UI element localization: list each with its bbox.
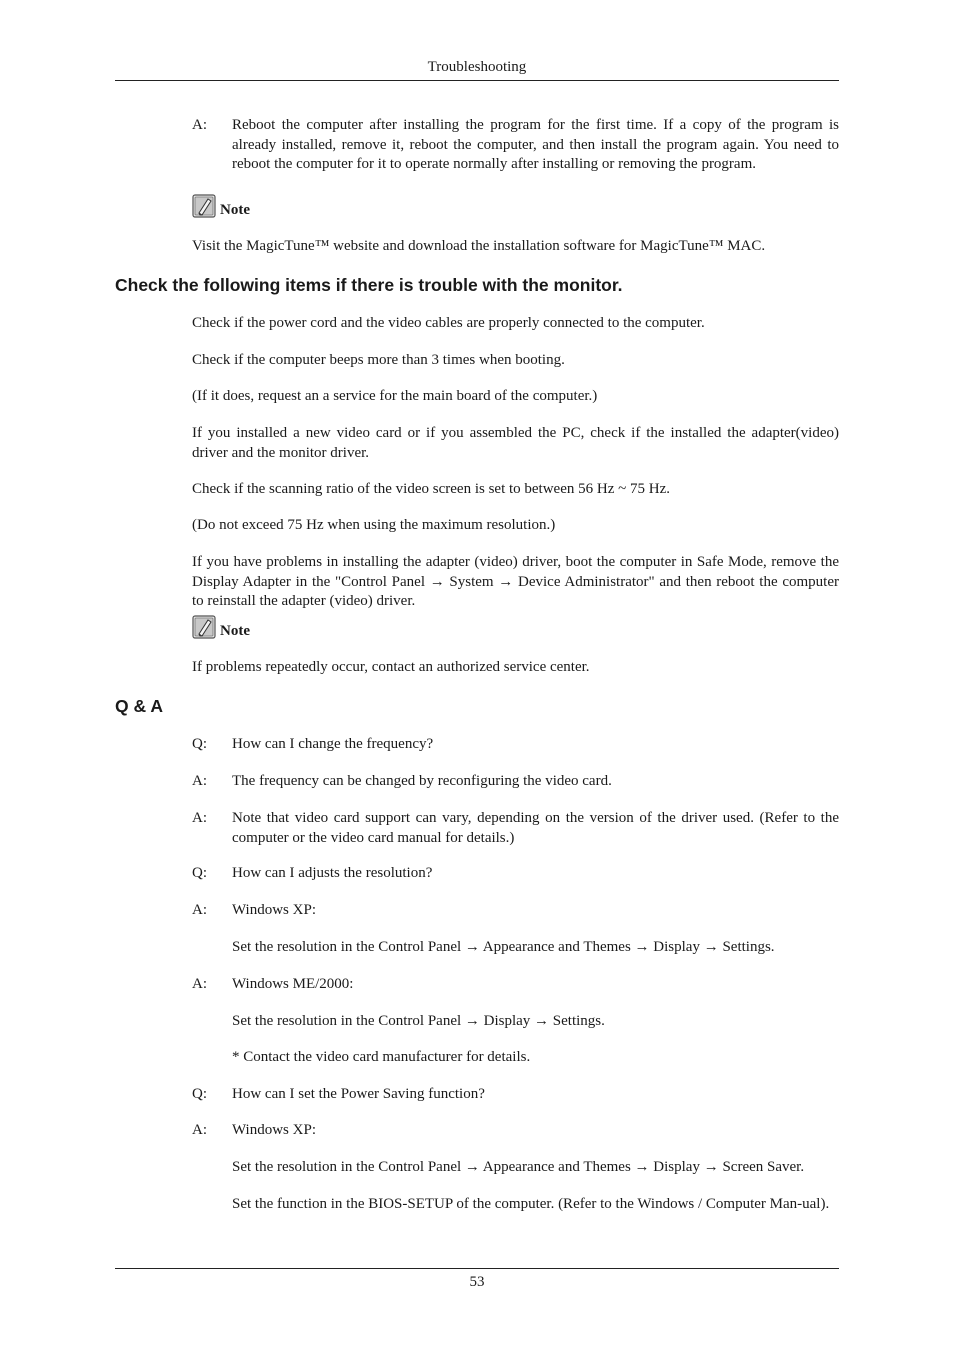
answer-detail: Set the resolution in the Control Panel → Appearance and Themes → Display → Settings. <box>232 939 775 955</box>
answer-text: The frequency can be changed by reconfiguring the video card. <box>232 773 612 789</box>
paragraph: If you installed a new video card or if you assembled the PC, check if the installed the adapter(video) driver and the monitor driver. <box>192 425 839 461</box>
paragraph: Check if the scanning ratio of the video screen is set to between 56 Hz ~ 75 Hz. <box>192 481 670 497</box>
footer-rule <box>115 1268 839 1269</box>
paragraph: (If it does, request an a service for the main board of the computer.) <box>192 388 598 404</box>
answer-label: A: <box>192 773 207 789</box>
header-rule <box>115 80 839 81</box>
question-text: How can I set the Power Saving function? <box>232 1086 485 1102</box>
answer-label: A: <box>192 976 207 992</box>
note-label: Note <box>220 202 250 218</box>
answer-detail: Set the resolution in the Control Panel → Appearance and Themes → Display → Screen Saver. <box>232 1159 805 1175</box>
note-text: If problems repeatedly occur, contact an authorized service center. <box>192 659 590 675</box>
paragraph: Check if the power cord and the video cables are properly connected to the computer. <box>192 315 705 331</box>
page-number: 53 <box>469 1274 485 1290</box>
question-text: How can I change the frequency? <box>232 736 434 752</box>
answer-text: Windows ME/2000: <box>232 976 354 992</box>
note-label: Note <box>220 623 250 639</box>
note-text: Visit the MagicTune™ website and download the installation software for MagicTune™ MAC. <box>192 238 766 254</box>
answer-text: Windows XP: <box>232 902 316 918</box>
answer-footnote: * Contact the video card manufacturer for details. <box>232 1049 531 1065</box>
question-text: How can I adjusts the resolution? <box>232 865 433 881</box>
answer-text: Reboot the computer after installing the program for the first time. If a copy of the program is already installed, remove it, reboot the computer, and then install the program again. You need to reboot the computer for it to operate normally after installing or removing the program. <box>232 117 839 172</box>
section-heading-qa: Q & A <box>115 696 163 716</box>
note-icon <box>192 615 216 639</box>
answer-text: Windows XP: <box>232 1122 316 1138</box>
answer-label: A: <box>192 902 207 918</box>
answer-detail: Set the function in the BIOS-SETUP of the computer. (Refer to the Windows / Computer Man-ual). <box>232 1196 830 1212</box>
page-header-title: Troubleshooting <box>427 59 527 75</box>
note-block <box>192 613 250 639</box>
answer-text: Note that video card support can vary, depending on the version of the driver used. (Refer to the computer or the video card manual for details.) <box>232 810 839 846</box>
question-label: Q: <box>192 865 207 881</box>
section-heading-monitor: Check the following items if there is trouble with the monitor. <box>115 275 623 295</box>
paragraph: If you have problems in installing the adapter (video) driver, boot the computer in Safe Mode, remove the Display Adapter in the "Control Panel → System → Device Administrator" and then reboot the computer to reinstall the adapter (video) driver. <box>192 554 839 609</box>
answer-detail: Set the resolution in the Control Panel → Display → Settings. <box>232 1013 605 1029</box>
paragraph: Check if the computer beeps more than 3 times when booting. <box>192 352 565 368</box>
note-block <box>192 192 250 218</box>
note-icon <box>192 194 216 218</box>
question-label: Q: <box>192 736 207 752</box>
answer-label: A: <box>192 1122 207 1138</box>
answer-label: A: <box>192 810 207 826</box>
answer-label: A: <box>192 117 207 133</box>
paragraph: (Do not exceed 75 Hz when using the maximum resolution.) <box>192 517 556 533</box>
question-label: Q: <box>192 1086 207 1102</box>
